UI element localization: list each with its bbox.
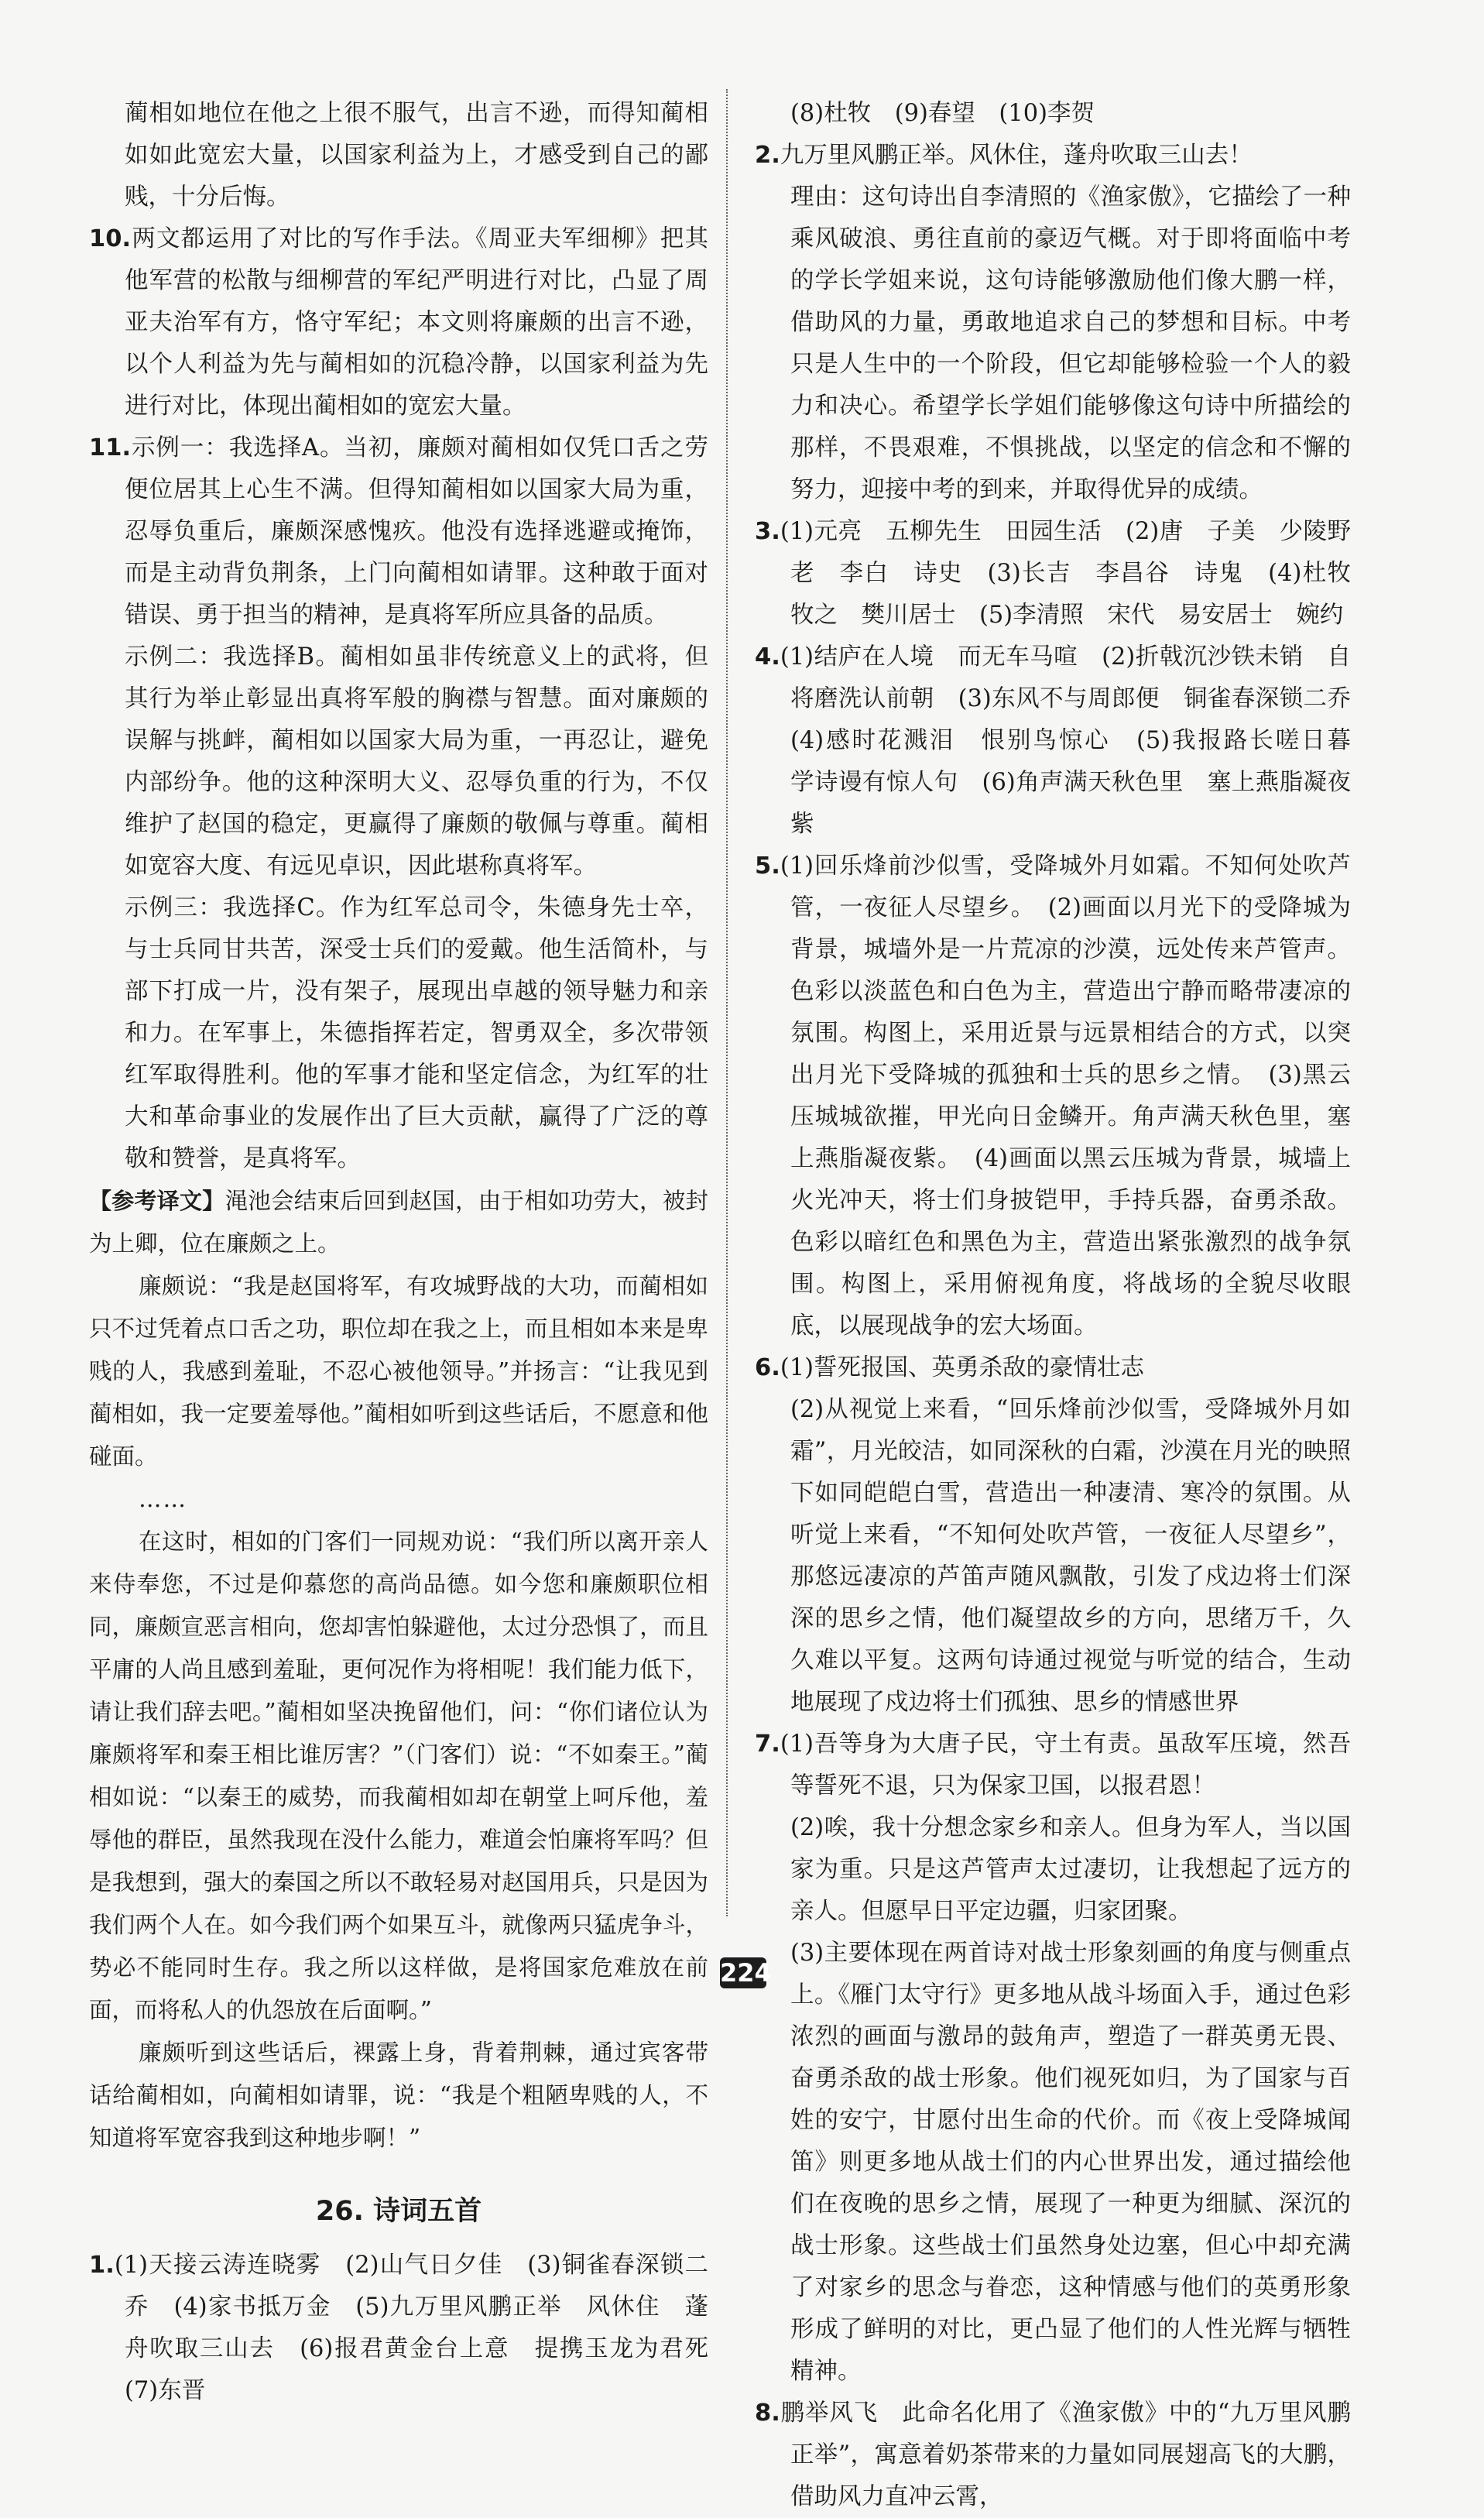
poem-answer-1	[89, 2245, 732, 2412]
section-title: 26. 诗词五首	[315, 2196, 482, 2227]
poem-answer-7	[755, 1724, 1351, 1807]
left-column	[89, 93, 732, 2412]
poem-answer-7-part-1: (1)吾等身为大唐子民，守土有责。虽敌军压境，然吾等誓死不退，只为保家卫国，以报君恩！	[780, 1731, 1351, 1799]
poem-answer-7-part-2: (2)唉，我十分想念家乡和亲人。但身为军人，当以国家为重。只是这芦管声太过凄切，让我想起了远方的亲人。但愿早日平定边疆，归家团聚。	[790, 1814, 1351, 1925]
poem-answer-7-part-3: (3)主要体现在两首诗对战士形象刻画的角度与侧重点上。《雁门太守行》更多地从战斗场面入手，通过色彩浓烈的画面与激昂的鼓角声，塑造了一群英勇无畏、奋勇杀敌的战士形象。他们视死如归，为了国家与百姓的安宁，甘愿付出生命的代价。而《夜上受降城闻笛》则更多地从战士们的内心世界出发，通过描绘他们在夜晚的思乡之情，展现了一种更为细腻、深沉的战士形象。这些战士们虽然身处边塞，但心中却充满了对家乡的思念与眷恋，这种情感与他们的英勇形象形成了鲜明的对比，更凸显了他们的人性光辉与牺牲精神。	[790, 1940, 1351, 2385]
answer-11-number: 11.	[89, 434, 132, 461]
poem-answer-1-continuation: (8)杜牧 (9)春望 (10)李贺	[790, 100, 1095, 127]
answer-9-continuation: 蔺相如地位在他之上很不服气，出言不逊，而得知蔺相如如此宽宏大量，以国家利益为上，才感受到自己的鄙贱，十分后悔。	[125, 100, 708, 211]
poem-answer-8-text: 鹏举风飞 此命名化用了《渔家傲》中的“九万里风鹏正举”，寓意着奶茶带来的力量如同展翅高飞的大鹏，借助风力直冲云霄，	[780, 2400, 1351, 2510]
answer-11-example-3: 示例三：我选择C。作为红军总司令，朱德身先士卒，与士兵同甘共苦，深受士兵们的爱戴。他生活简朴，与部下打成一片，没有架子，展现出卓越的领导魅力和亲和力。在军事上，朱德指挥若定，智勇双全，多次带领红军取得胜利。他的军事才能和坚定信念，为红军的壮大和革命事业的发展作出了巨大贡献，赢得了广泛的尊敬和赞誉，是真将军。	[125, 894, 708, 1172]
poem-answer-2-line: 九万里风鹏正举。风休住，蓬舟吹取三山去！	[780, 142, 1253, 169]
poem-answer-2-number: 2.	[755, 142, 780, 169]
answer-11-example-2: 示例二：我选择B。蔺相如虽非传统意义上的武将，但其行为举止彰显出真将军般的胸襟与智慧。面对廉颇的误解与挑衅，蔺相如以国家大局为重，一再忍让，避免内部纷争。他的这种深明大义、忍辱负重的行为，不仅维护了赵国的稳定，更赢得了廉颇的敬佩与尊重。蔺相如宽容大度、有远见卓识，因此堪称真将军。	[125, 643, 708, 880]
column-divider	[726, 89, 728, 1916]
poem-answer-5-number: 5.	[755, 852, 780, 880]
translation-label: 【参考译文】	[89, 1188, 225, 1214]
poem-answer-6-number: 6.	[755, 1354, 780, 1381]
answer-11-example-1: 示例一：我选择A。当初，廉颇对蔺相如仅凭口舌之劳便位居其上心生不满。但得知蔺相如以国家大局为重，忍辱负重后，廉颇深感愧疚。他没有选择逃避或掩饰，而是主动背负荆条，上门向蔺相如请罪。这种敢于面对错误、勇于担当的精神，是真将军所应具备的品质。	[125, 434, 708, 629]
poem-answer-7-number: 7.	[755, 1731, 780, 1758]
poem-answer-6-part-2: (2)从视觉上来看，“回乐烽前沙似雪，受降城外月如霜”，月光皎洁，如同深秋的白霜，沙漠在月光的映照下如同皑皑白雪，营造出一种凄清、寒冷的氛围。从听觉上来看，“不知何处吹芦管，一夜征人尽望乡”，那悠远凄凉的芦笛声随风飘散，引发了戍边将士们深深的思乡之情，他们凝望故乡的方向，思绪万千，久久难以平复。这两句诗通过视觉与听觉的结合，生动地展现了戍边将士们孤独、思乡的情感世界	[790, 1396, 1351, 1716]
answer-11	[89, 427, 708, 636]
poem-answer-4-text: (1)结庐在人境 而无车马喧 (2)折戟沉沙铁未销 自将磨洗认前朝 (3)东风不与周郎便 铜雀春深锁二乔 (4)感时花溅泪 恨别鸟惊心 (5)我报路长嗟日暮 学诗谩有惊人句 (6)角声满天秋色里 塞上燕脂凝夜紫	[780, 643, 1375, 838]
answer-10	[89, 218, 708, 427]
poem-answer-6	[755, 1347, 1351, 1389]
translation-para-2: 廉颇说：“我是赵国将军，有攻城野战的大功，而蔺相如只不过凭着点口舌之功，职位却在我之上，而且相如本来是卑贱的人，我感到羞耻，不忍心被他领导。”并扬言：“让我见到蔺相如，我一定要羞辱他。”蔺相如听到这些话后，不愿意和他碰面。	[89, 1273, 708, 1470]
translation-ellipsis: ……	[139, 1486, 187, 1512]
poem-answer-2	[755, 135, 1351, 177]
poem-answer-3-text: (1)元亮 五柳先生 田园生活 (2)唐 子美 少陵野老 李白 诗史 (3)长吉 李昌谷 诗鬼 (4)杜牧 牧之 樊川居士 (5)李清照 宋代 易安居士 婉约	[780, 518, 1375, 629]
translation-intro	[89, 1180, 708, 1265]
page-number: 224	[720, 1958, 772, 1988]
poem-answer-1-text: (1)天接云涛连晓雾 (2)山气日夕佳 (3)铜雀春深锁二乔 (4)家书抵万金 (5)九万里风鹏正举 风休住 蓬舟吹取三山去 (6)报君黄金台上意 提携玉龙为君死 (7)东晋	[114, 2252, 732, 2404]
poem-answer-4	[755, 636, 1375, 846]
answer-10-text: 两文都运用了对比的写作手法。《周亚夫军细柳》把其他军营的松散与细柳营的军纪严明进行对比，凸显了周亚夫治军有方，恪守军纪；本文则将廉颇的出言不逊，以个人利益为先与蔺相如的沉稳冷静，以国家利益为先进行对比，体现出蔺相如的宽宏大量。	[125, 225, 708, 420]
poem-answer-2-reason: 理由：这句诗出自李清照的《渔家傲》，它描绘了一种乘风破浪、勇往直前的豪迈气概。对于即将面临中考的学长学姐来说，这句诗能够激励他们像大鹏一样，借助风的力量，勇敢地追求自己的梦想和目标。中考只是人生中的一个阶段，但它却能够检验一个人的毅力和决心。希望学长学姐们能够像这句诗中所描绘的那样，不畏艰难，不惧挑战，以坚定的信念和不懈的努力，迎接中考的到来，并取得优异的成绩。	[790, 184, 1351, 503]
right-column	[755, 93, 1375, 2518]
poem-answer-4-number: 4.	[755, 643, 780, 671]
poem-answer-6-part-1: (1)誓死报国、英勇杀敌的豪情壮志	[780, 1354, 1145, 1381]
translation-para-1: 渑池会结束后回到赵国，由于相如功劳大，被封为上卿，位在廉颇之上。	[89, 1188, 708, 1257]
poem-answer-8-number: 8.	[755, 2400, 780, 2427]
poem-answer-8	[755, 2393, 1351, 2518]
answer-10-number: 10.	[89, 225, 132, 252]
translation-para-3: 在这时，相如的门客们一同规劝说：“我们所以离开亲人来侍奉您，不过是仰慕您的高尚品德。如今您和廉颇职位相同，廉颇宣恶言相向，您却害怕躲避他，太过分恐惧了，而且平庸的人尚且感到羞耻，更何况作为将相呢！我们能力低下，请让我们辞去吧。”蔺相如坚决挽留他们，问：“你们诸位认为廉颇将军和秦王相比谁厉害？”（门客们）说：“不如秦王。”蔺相如说：“以秦王的威势，而我蔺相如却在朝堂上呵斥他，羞辱他的群臣，虽然我现在没什么能力，难道会怕廉将军吗？但是我想到，强大的秦国之所以不敢轻易对赵国用兵，只是因为我们两个人在。如今我们两个如果互斗，就像两只猛虎争斗，势必不能同时生存。我之所以这样做，是将国家危难放在前面，而将私人的仇怨放在后面啊。”	[89, 1528, 708, 2023]
poem-answer-5-text: (1)回乐烽前沙似雪，受降城外月如霜。不知何处吹芦管，一夜征人尽望乡。 (2)画面以月光下的受降城为背景，城墙外是一片荒凉的沙漠，远处传来芦管声。色彩以淡蓝色和白色为主，营造出宁静而略带凄凉的氛围。构图上，采用近景与远景相结合的方式，以突出月光下受降城的孤独和士兵的思乡之情。 (3)黑云压城城欲摧，甲光向日金鳞开。角声满天秋色里，塞上燕脂凝夜紫。 (4)画面以黑云压城为背景，城墙上火光冲天，将士们身披铠甲，手持兵器，奋勇杀敌。色彩以暗红色和黑色为主，营造出紧张激烈的战争氛围。构图上，采用俯视角度，将战场的全貌尽收眼底，以展现战争的宏大场面。	[780, 852, 1351, 1340]
poem-answer-1-number: 1.	[89, 2252, 115, 2279]
poem-answer-3	[755, 511, 1375, 636]
poem-answer-3-number: 3.	[755, 518, 780, 545]
translation-para-4: 廉颇听到这些话后，裸露上身，背着荆棘，通过宾客带话给蔺相如，向蔺相如请罪，说：“我是个粗陋卑贱的人，不知道将军宽容我到这种地步啊！”	[89, 2039, 708, 2151]
poem-answer-5	[755, 846, 1351, 1347]
